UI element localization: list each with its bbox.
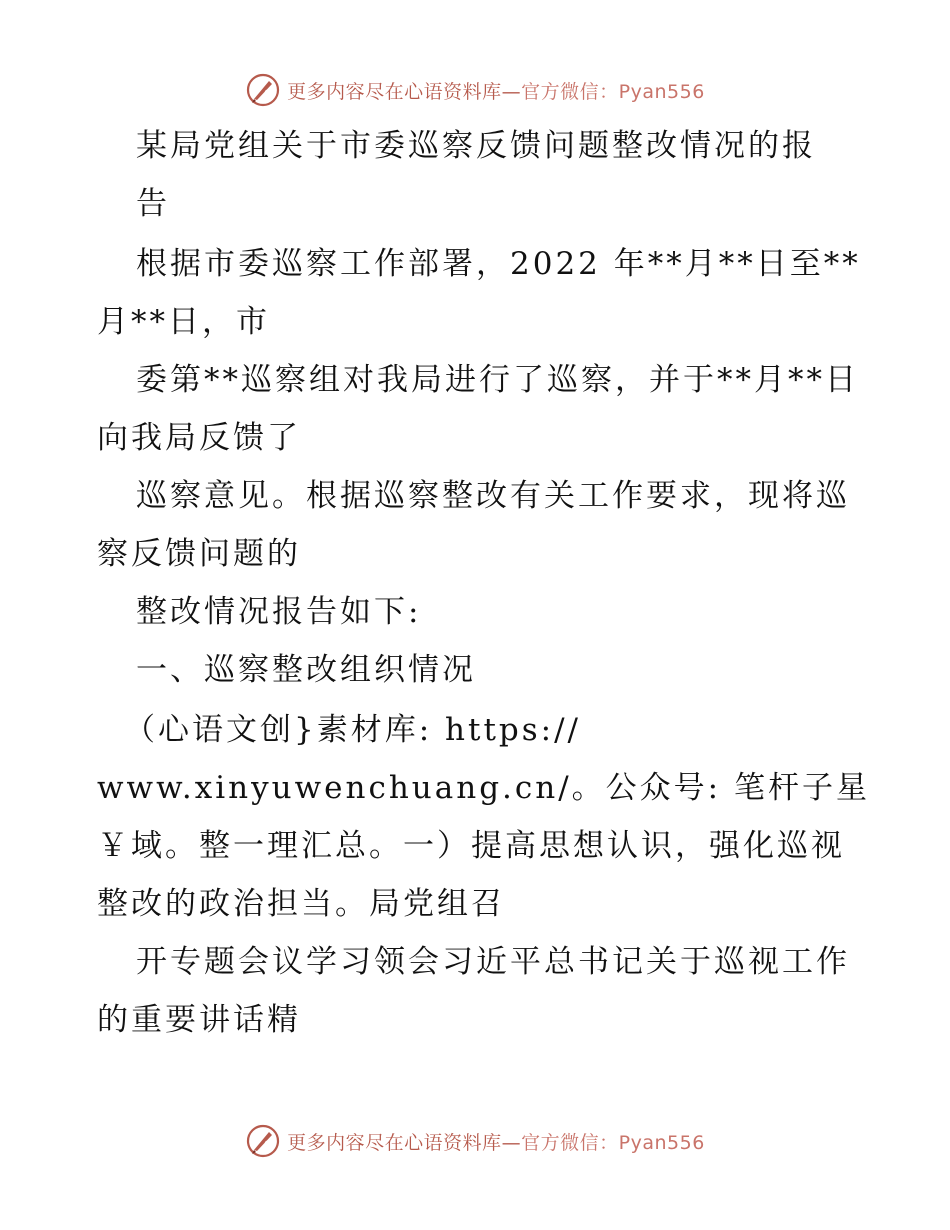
- footer-banner-text: 更多内容尽在心语资料库—: [287, 1131, 522, 1154]
- doc-line: 的重要讲话精: [97, 1002, 301, 1038]
- doc-line: 整改的政治担当。局党组召: [97, 886, 505, 922]
- header-banner-text: 更多内容尽在心语资料库—: [287, 80, 522, 103]
- doc-line: 月**日，市: [97, 304, 270, 340]
- doc-line: ￥域。整一理汇总。一）提高思想认识，强化巡视: [97, 828, 845, 864]
- footer-banner-wechat: 官方微信：Pyan556: [521, 1131, 705, 1154]
- doc-line-title-1: 某局党组关于市委巡察反馈问题整改情况的报: [136, 128, 816, 164]
- footer-banner: [0, 1121, 950, 1161]
- doc-line: 察反馈问题的: [97, 536, 301, 572]
- doc-line-title-2: 告: [136, 186, 170, 222]
- header-banner: [0, 70, 950, 110]
- doc-line: （心语文创}素材库: https://: [124, 712, 581, 748]
- doc-line: 开专题会议学习领会习近平总书记关于巡视工作: [136, 944, 850, 980]
- quill-logo-icon: [245, 72, 281, 108]
- doc-section-heading: 一、巡察整改组织情况: [136, 652, 476, 688]
- header-banner-wechat: 官方微信：Pyan556: [521, 80, 705, 103]
- quill-logo-icon: [245, 1123, 281, 1159]
- doc-line: 根据市委巡察工作部署，2022 年**月**日至**: [136, 246, 861, 282]
- doc-line: 委第**巡察组对我局进行了巡察，并于**月**日: [136, 362, 859, 398]
- doc-line: 整改情况报告如下:: [136, 594, 422, 630]
- doc-line: 巡察意见。根据巡察整改有关工作要求，现将巡: [136, 478, 850, 514]
- doc-line: 向我局反馈了: [97, 420, 301, 456]
- doc-line: www.xinyuwenchuang.cn/。公众号: 笔杆子星: [97, 770, 870, 806]
